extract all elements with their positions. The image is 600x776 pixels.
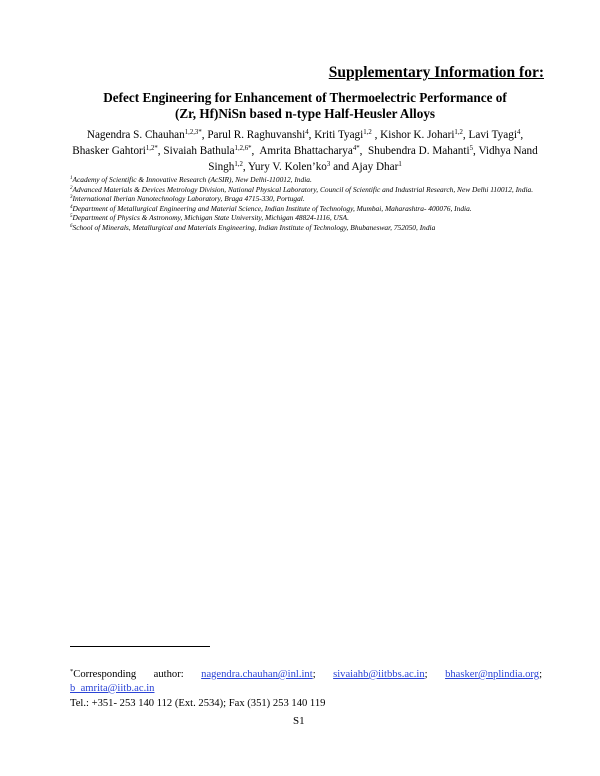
email-link[interactable]: sivaiahb@iitbbs.ac.in <box>333 669 425 680</box>
author-separator: , <box>371 129 381 141</box>
author-affiliation-marker: 1,2 <box>363 129 372 136</box>
author-name: Nagendra S. Chauhan <box>86 129 185 141</box>
author-affiliation-marker: 1,2* <box>145 144 158 152</box>
author-separator: , <box>201 129 208 141</box>
author-separator: and <box>330 160 352 173</box>
affiliation-item <box>70 213 544 223</box>
affiliation-number: 5 <box>70 214 73 220</box>
author-affiliation-marker: 1,2 <box>454 129 463 136</box>
affiliation-item <box>70 175 544 185</box>
author-separator: , <box>473 144 479 157</box>
author-name: Sivaiah Bathula <box>163 144 235 157</box>
author-affiliation-marker: 3 <box>326 160 331 168</box>
author-list <box>70 128 540 175</box>
footnote-separator <box>70 646 210 647</box>
supplementary-title: Supplementary Information for: <box>328 64 544 81</box>
affiliation-number: 1 <box>70 176 73 181</box>
affiliation-number: 2 <box>70 185 73 191</box>
author-affiliation-marker: 5 <box>469 144 474 152</box>
author-name: Parul R. Raghuvanshi <box>207 129 306 141</box>
telephone-fax: Tel.: +351- 253 140 112 (Ext. 2534); Fax (351) 253 140 119 <box>70 698 326 709</box>
author-separator: , <box>157 144 164 157</box>
author-name: Kriti Tyagi <box>314 129 364 141</box>
author-name: Amrita Bhattacharya <box>259 144 353 157</box>
author-separator: , <box>462 129 469 141</box>
affiliation-text: Advanced Materials & Devices Metrology Division, National Physical Laboratory, Council of Scientific and Industrial Research, New Delhi 110012, India. <box>72 184 534 194</box>
affiliation-text: Department of Physics & Astronomy, Michigan State University, Michigan 48824-1116, USA. <box>72 213 349 223</box>
author-affiliation-marker: 1,2,3* <box>184 129 202 136</box>
author-separator: , <box>359 144 369 157</box>
affiliation-list <box>70 175 544 233</box>
affiliation-text: Academy of Scientific & Innovative Research (AcSIR), New Delhi-110012, India. <box>72 175 312 184</box>
affiliation-number: 6 <box>70 223 73 229</box>
author-name: Bhasker Gahtori <box>72 144 146 157</box>
affiliation-number: 3 <box>70 195 73 201</box>
author-separator: , <box>251 144 260 157</box>
author-affiliation-marker: 1,2 <box>234 160 243 168</box>
author-affiliation-marker: 4* <box>352 144 360 152</box>
author-name: Lavi Tyagi <box>468 129 517 141</box>
author-affiliation-marker: 1,2,6* <box>234 144 252 152</box>
email-link[interactable]: bhasker@nplindia.org <box>445 669 540 680</box>
affiliation-text: School of Minerals, Metallurgical and Materials Engineering, Indian Institute of Technology, Bhubaneswar, 752050, India <box>72 222 436 232</box>
page-number: S1 <box>293 715 305 727</box>
footnote-marker: * <box>70 668 74 675</box>
corresponding-author-label: Corresponding author: <box>73 669 202 680</box>
affiliation-item <box>70 204 544 214</box>
author-affiliation-marker: 4 <box>305 129 309 136</box>
author-name: Ajay Dhar <box>351 160 399 173</box>
affiliation-item <box>70 194 544 204</box>
author-separator: , <box>242 160 249 173</box>
email-link[interactable]: b_amrita@iitb.ac.in <box>70 682 155 694</box>
author-separator: , <box>308 129 315 141</box>
corresponding-author-note: *Corresponding author: nagendra.chauhan@inl.int; sivaiahb@iitbbs.ac.in; bhasker@nplindia.org; b_amrita@iitb.ac.in <box>70 668 543 694</box>
author-separator: , <box>520 129 526 141</box>
author-name: Shubendra D. Mahanti <box>368 144 470 157</box>
paper-title-line-1: Defect Engineering for Enhancement of Thermoelectric Performance of <box>103 90 507 105</box>
paper-title <box>70 90 540 122</box>
affiliation-number: 4 <box>70 204 73 210</box>
affiliation-text: International Iberian Nanotechnology Laboratory, Braga 4715-330, Portugal. <box>72 194 305 204</box>
author-affiliation-marker: 1 <box>398 160 402 168</box>
affiliation-text: Department of Metallurgical Engineering and Material Science, Indian Institute of Technology, Mumbai, Maharashtra- 400076, India. <box>72 203 472 213</box>
author-name: Yury V. Kolen’ko <box>248 160 327 173</box>
affiliation-item <box>70 185 544 195</box>
affiliation-item <box>70 223 544 233</box>
author-name: Vidhya Nand Singh <box>208 144 538 173</box>
email-link[interactable]: nagendra.chauhan@inl.int <box>201 669 313 680</box>
paper-title-line-2: (Zr, Hf)NiSn based n-type Half-Heusler Alloys <box>174 106 436 121</box>
author-affiliation-marker: 4 <box>516 129 521 136</box>
author-name: Kishor K. Johari <box>380 129 455 141</box>
